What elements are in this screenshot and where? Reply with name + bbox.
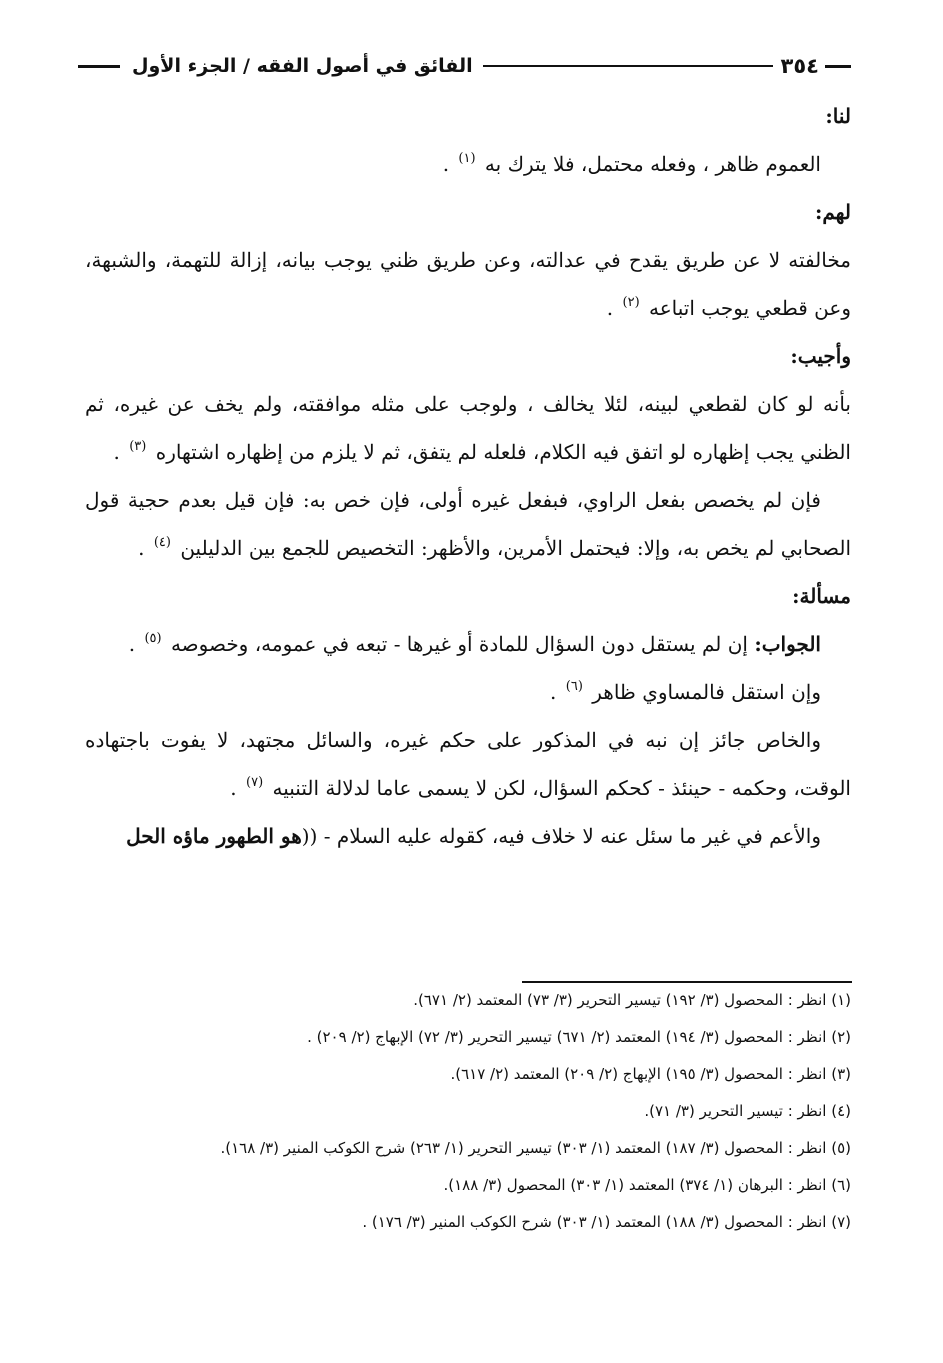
jawab-lead: الجواب: — [754, 632, 821, 656]
hadith-quote: هو الطهور ماؤه الحل — [126, 824, 302, 848]
page-number: ٣٥٤ — [780, 54, 819, 78]
footnote-item: (٢) انظر : المحصول (٣/ ١٩٤) المعتمد (٢/ ٦٧١) تيسير التحرير (٣/ ٧٢) الإبهاج (٢/ ٢٠٩) . — [307, 1028, 851, 1046]
paragraph-khas — [85, 716, 851, 812]
paragraph-end: . — [442, 152, 450, 176]
header-rule-right — [825, 65, 851, 68]
footnote-item: (٤) انظر : تيسير التحرير (٣/ ٧١). — [644, 1102, 851, 1120]
footnote-ref[interactable]: (٥) — [144, 631, 162, 646]
paragraph-text: والأعم في غير ما سئل عنه لا خلاف فيه، كقوله عليه السلام - (( — [301, 824, 821, 848]
footnote-ref[interactable]: (٢) — [622, 295, 640, 310]
paragraph-text: العموم ظاهر ، وفعله محتمل، فلا يترك به — [484, 152, 821, 176]
footnote-ref[interactable]: (٣) — [129, 439, 147, 454]
paragraph-end: . — [138, 536, 145, 560]
footnote-ref[interactable]: (٤) — [153, 535, 171, 550]
paragraph-end: . — [113, 440, 120, 464]
footnote-item: (٦) انظر : البرهان (١/ ٣٧٤) المعتمد (١/ ٣٠٣) المحصول (٣/ ١٨٨). — [443, 1176, 851, 1194]
footnote-ref[interactable]: (١) — [458, 151, 476, 166]
running-title: الفائق في أصول الفقه / الجزء الأول — [132, 55, 473, 77]
footnotes — [85, 986, 851, 1245]
footnote-separator — [522, 981, 852, 983]
section-label-lahum: لهم: — [814, 200, 851, 224]
header-rule-left — [78, 65, 120, 68]
paragraph-end: . — [550, 680, 557, 704]
section-label-lana: لنا: — [825, 104, 851, 128]
main-text — [85, 92, 851, 860]
paragraph-end: . — [128, 632, 136, 656]
header-rule-middle — [483, 65, 773, 67]
paragraph-lahum — [85, 236, 851, 332]
paragraph-takhsis — [85, 476, 851, 572]
paragraph-jawab — [85, 620, 851, 668]
paragraph-end: . — [230, 776, 237, 800]
paragraph-text: بأنه لو كان لقطعي لبينه، لئلا يخالف ، ولوجب على مثله موافقته، ولم يخف عن غيره، ثم الظني يجب إظهاره لو اتفق فيه الكلام، فلعله لم يتفق، ثم لا يلزم من إظهاره اشتهاره — [85, 392, 851, 464]
paragraph-text: وإن استقل فالمساوي ظاهر — [592, 680, 821, 704]
paragraph-end: . — [606, 296, 614, 320]
paragraph-text: والخاص جائز إن نبه في المذكور على حكم غيره، والسائل مجتهد، لا يفوت باجتهاده الوقت، وحكمه - حينئذ - كحكم السؤال، لكن لا يسمى عاما لدلالة التنبيه — [85, 728, 851, 800]
paragraph-aam — [85, 812, 851, 860]
section-label-masala: مسألة: — [792, 584, 851, 608]
paragraph-text: إن لم يستقل دون السؤال للمادة أو غيرها - تبعه في عمومه، وخصوصه — [170, 632, 748, 656]
footnote-ref[interactable]: (٦) — [565, 679, 583, 694]
footnote-item: (٧) انظر : المحصول (٣/ ١٨٨) المعتمد (١/ ٣٠٣) شرح الكوكب المنير (٣/ ١٧٦) . — [362, 1213, 851, 1231]
footnote-item: (١) انظر : المحصول (٣/ ١٩٢) تيسير التحرير (٣/ ٧٣) المعتمد (٢/ ٦٧١). — [413, 991, 851, 1009]
paragraph-ujib — [85, 380, 851, 476]
section-label-ujib: وأجيب: — [790, 344, 851, 368]
paragraph-lana — [85, 140, 851, 188]
footnote-item: (٥) انظر : المحصول (٣/ ١٨٧) المعتمد (١/ ٣٠٣) تيسير التحرير (١/ ٢٦٣) شرح الكوكب المنير (٣/ ١٦٨). — [220, 1139, 851, 1157]
page-header — [78, 48, 851, 84]
paragraph-text: مخالفته لا عن طريق يقدح في عدالته، وعن طريق ظني يوجب بيانه، إزالة للتهمة، والشبهة، وعن قطعي يوجب اتباعه — [85, 248, 851, 320]
paragraph-text: فإن لم يخصص بفعل الراوي، فبفعل غيره أولى، فإن خص به: فإن قيل بعدم حجية قول الصحابي لم يخص به، وإلا: فيحتمل الأمرين، والأظهر: التخصيص للجمع بين الدليلين — [85, 488, 851, 560]
footnote-ref[interactable]: (٧) — [246, 775, 264, 790]
footnote-item: (٣) انظر : المحصول (٣/ ١٩٥) الإبهاج (٢/ ٢٠٩) المعتمد (٢/ ٦١٧). — [450, 1065, 851, 1083]
paragraph-istaqal — [85, 668, 851, 716]
